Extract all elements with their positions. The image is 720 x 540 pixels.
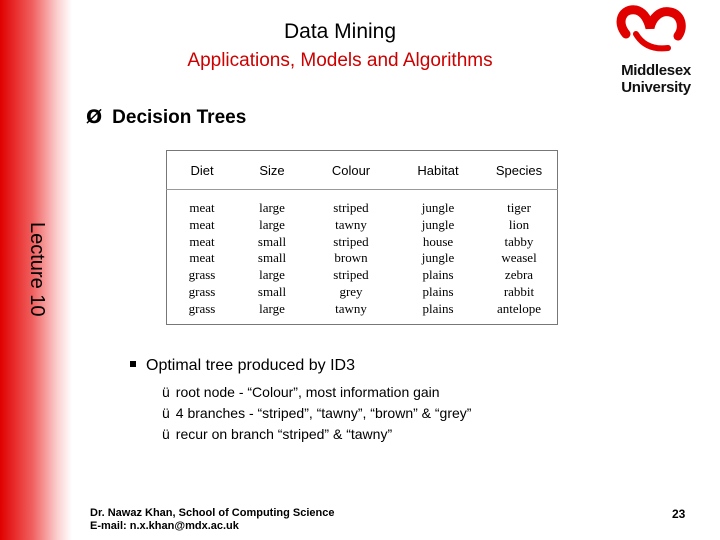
table-cell: small	[257, 233, 287, 249]
table-cell: grey	[339, 283, 363, 299]
table-cell: plains	[422, 267, 454, 283]
check-list	[162, 383, 471, 446]
list-item	[162, 425, 471, 446]
lecture-label: Lecture 10	[26, 222, 48, 317]
heading-text: Decision Trees	[112, 107, 247, 128]
header-colour: Colour	[307, 151, 395, 190]
column-habitat	[395, 190, 481, 325]
table-cell: large	[259, 216, 285, 232]
table-cell: meat	[189, 250, 215, 266]
column-colour	[307, 190, 395, 325]
header-habitat: Habitat	[395, 151, 481, 190]
table-cell: tabby	[504, 233, 534, 249]
check-mark-icon: ü	[162, 405, 170, 421]
slide-subtitle: Applications, Models and Algorithms	[187, 50, 493, 71]
table-cell: grass	[188, 283, 216, 299]
table-cell: plains	[422, 283, 454, 299]
table-cell: small	[257, 283, 287, 299]
section-heading	[86, 106, 246, 129]
table-cell: large	[259, 200, 285, 215]
table-cell: striped	[333, 200, 369, 215]
table-cell: jungle	[421, 216, 455, 232]
column-diet	[167, 190, 238, 325]
table-cell: jungle	[421, 200, 455, 215]
table-cell: grass	[188, 300, 216, 316]
university-logo-text	[606, 62, 706, 96]
table-cell: jungle	[421, 250, 455, 266]
table-cell: meat	[189, 233, 215, 249]
header-diet: Diet	[167, 151, 238, 190]
logo-line-1: Middlesex	[621, 62, 691, 79]
table-cell: tawny	[335, 216, 367, 232]
table-cell: brown	[334, 250, 368, 266]
list-item	[162, 383, 471, 404]
check-mark-icon: ü	[162, 384, 170, 400]
table-cell: house	[422, 233, 454, 249]
bullet-text: Optimal tree produced by ID3	[146, 357, 355, 374]
table-header-row	[167, 151, 558, 190]
table-cell: zebra	[504, 267, 534, 283]
header-species: Species	[481, 151, 558, 190]
animal-data-table	[166, 150, 558, 325]
column-species	[481, 190, 558, 325]
table-cell: striped	[333, 267, 369, 283]
table-cell: meat	[189, 216, 215, 232]
bullet-point	[130, 357, 355, 375]
arrow-bullet-icon: Ø	[86, 106, 103, 128]
footer-author: Dr. Nawaz Khan, School of Computing Science	[90, 507, 335, 519]
table-cell: large	[259, 300, 285, 316]
footer-email: E-mail: n.x.khan@mdx.ac.uk	[90, 520, 239, 532]
table-cell: rabbit	[503, 283, 535, 299]
table-cell: meat	[189, 200, 215, 215]
slide-title: Data Mining	[283, 20, 397, 43]
table-cell: weasel	[501, 250, 537, 266]
table-cell: plains	[422, 300, 454, 316]
list-item	[162, 404, 471, 425]
column-size	[237, 190, 307, 325]
list-item-text: root node - “Colour”, most information gain	[175, 384, 440, 400]
table-cell: small	[257, 250, 287, 266]
table-cell: tiger	[507, 200, 531, 215]
square-bullet-icon	[130, 361, 136, 367]
table-cell: tawny	[335, 300, 367, 316]
table-cell: large	[259, 267, 285, 283]
table-cell: lion	[508, 216, 530, 232]
list-item-text: recur on branch “striped” & “tawny”	[175, 426, 393, 442]
table-body-row	[167, 190, 558, 325]
header-size: Size	[237, 151, 307, 190]
page-number: 23	[672, 507, 686, 521]
table-cell: antelope	[496, 300, 542, 316]
check-mark-icon: ü	[162, 426, 170, 442]
logo-line-2: University	[621, 79, 691, 96]
footer-credit	[90, 507, 334, 533]
table-cell: striped	[333, 233, 369, 249]
list-item-text: 4 branches - “striped”, “tawny”, “brown” & “grey”	[175, 405, 472, 421]
table-cell: grass	[188, 267, 216, 283]
